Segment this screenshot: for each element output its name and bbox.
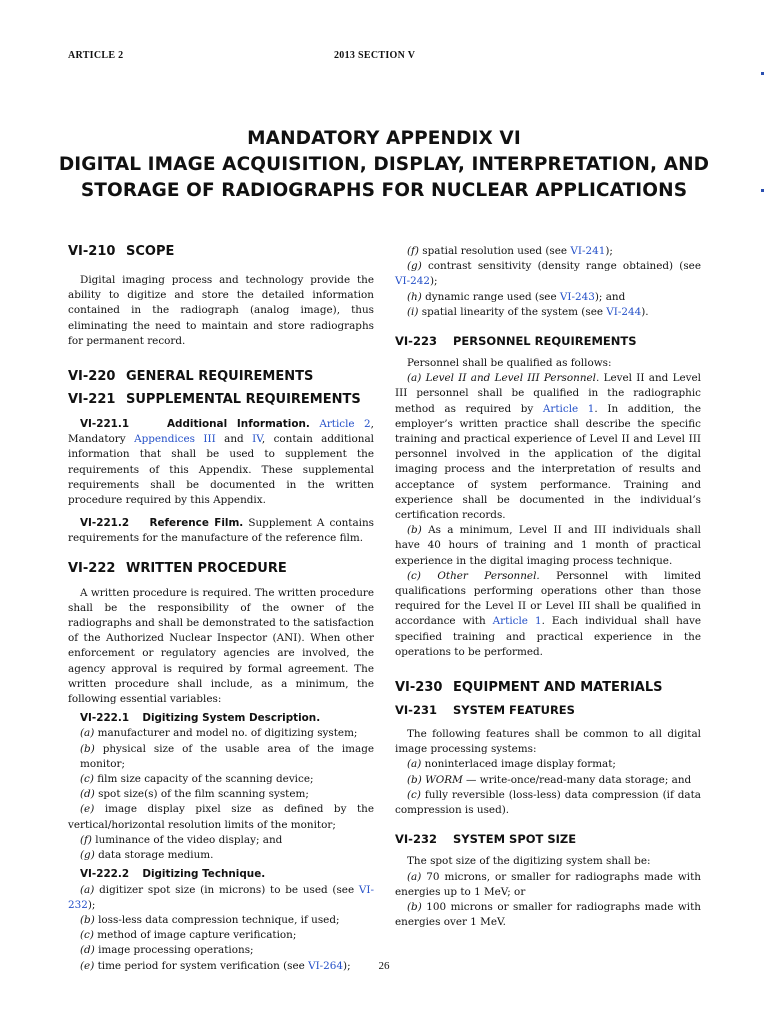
section-heading-vi-232: VI-232 SYSTEM SPOT SIZE [395,832,577,847]
section-heading-vi-230: VI-230 EQUIPMENT AND MATERIALS [395,680,663,696]
list-item: (g) data storage medium. [80,849,214,862]
list-item: (a) 70 microns, or smaller for radiographs made with energies up to 1 MeV; or [395,870,701,898]
section-heading-vi-223: VI-223 PERSONNEL REQUIREMENTS [395,334,637,349]
link-vi-241[interactable]: VI-241 [570,245,606,257]
list-item: (f) spatial resolution used (see VI-241); [407,245,613,257]
link-vi-264[interactable]: VI-264 [308,959,344,972]
system-features-intro: The following features shall be common to all digital image processing systems: [395,728,701,756]
personnel-item-c: (c) Other Personnel. Personnel with limited qualifications performing operations other than those required for the Level II or Level III shall be qualified in accordance with Article 1. Each individual shall have specified training and practical experience in the operations to be performed. [395,569,701,658]
subheading-vi-222-1: VI-222.1 Digitizing System Description. [80,712,321,725]
link-vi-242[interactable]: VI-242 [395,275,430,288]
list-item: (b) physical size of the usable area of the image monitor; [80,742,374,770]
link-vi-243[interactable]: VI-243 [559,290,595,303]
list-item: (d) image processing operations; [80,944,254,957]
left-column [68,244,374,974]
link-appendices-iii[interactable]: Appendices III [134,433,216,446]
margin-mark [761,72,764,75]
section-heading-vi-231: VI-231 SYSTEM FEATURES [395,703,575,718]
link-article-1[interactable]: Article 1 [492,615,542,628]
list-item: (a) manufacturer and model no. of digitizing system; [80,727,358,740]
list-item: (c) film size capacity of the scanning device; [80,773,314,786]
list-item: (b) 100 microns or smaller for radiographs made with energies over 1 MeV. [395,900,701,929]
subheading-vi-222-2: VI-222.2 Digitizing Technique. [80,868,266,881]
running-header-article: ARTICLE 2 [68,50,124,61]
list-item: (e) time period for system verification (see VI-264); [80,959,351,972]
link-appendix-iv[interactable]: IV [252,433,262,446]
link-vi-244[interactable]: VI-244 [606,305,642,318]
list-item: (g) contrast sensitivity (density range obtained) (see VI-242); [395,260,701,288]
section-heading-vi-210: VI-210 SCOPE [68,244,175,259]
personnel-item-a: (a) Level II and Level III Personnel. Level II and Level III personnel shall be qualified in the radiographic method as required by Article 1. In addition, the employer’s written practice shall describe the specific training and practical experience of Level II and Level III personnel involved in the application of the digital imaging process and the interpretation of results and acceptance of system performance. Training and experience shall be documented in the individual’s certification records. [395,372,701,522]
section-heading-vi-221: VI-221 SUPPLEMENTAL REQUIREMENTS [68,392,361,408]
paragraph-vi-221-2: VI-221.2 Reference Film. Supplement A contains requirements for the manufacture of the reference film. [68,517,374,545]
list-item: (h) dynamic range used (see VI-243); and [407,290,626,303]
list-item: (d) spot size(s) of the film scanning system; [80,788,309,801]
right-column [395,244,701,930]
scope-paragraph: Digital imaging process and technology provide the ability to digitize and store the detailed information contained in the radiograph (analog image), thus eliminating the need to maintain and store radiographs for permanent record. [68,274,374,347]
list-item: (i) spatial linearity of the system (see VI-244). [407,305,649,318]
appendix-title-line: STORAGE OF RADIOGRAPHS FOR NUCLEAR APPLICATIONS [80,180,688,201]
list-item: (b) loss-less data compression technique, if used; [80,913,340,926]
appendix-title-line: DIGITAL IMAGE ACQUISITION, DISPLAY, INTERPRETATION, AND [58,154,710,175]
list-item: (c) method of image capture verification; [80,929,297,942]
personnel-item-b: (b) As a minimum, Level II and III individuals shall have 40 hours of training and 1 month of practical experience in the digital imaging process technique. [395,524,701,567]
appendix-title-line: MANDATORY APPENDIX VI [247,128,521,149]
list-item: (e) image display pixel size as defined by the vertical/horizontal resolution limits of the monitor; [68,803,374,831]
page-number: 26 [378,960,390,972]
link-article-2[interactable]: Article 2 [319,418,371,431]
running-header-section: 2013 SECTION V [334,50,416,61]
list-item: (c) fully reversible (loss-less) data compression (if data compression is used). [395,788,701,817]
list-item: (a) digitizer spot size (in microns) to be used (see VI-232); [68,883,374,911]
spot-size-intro: The spot size of the digitizing system shall be: [407,855,651,868]
link-article-1[interactable]: Article 1 [542,402,595,415]
link-vi-232[interactable]: VI-232 [68,883,374,911]
list-item: (a) noninterlaced image display format; [407,758,616,771]
paragraph-vi-221-1: VI-221.1 Additional Information. Article 2, Mandatory Appendices III and IV, contain additional information that shall be used to supplement the requirements of this Appendix. These supplemental requirements shall be documented in the written procedure required by this Appendix. [68,418,374,507]
personnel-intro: Personnel shall be qualified as follows: [407,357,612,370]
margin-mark [761,189,764,192]
appendix-title [40,126,728,204]
list-item: (b) WORM — write-once/read-many data storage; and [407,773,692,786]
written-procedure-paragraph: A written procedure is required. The written procedure shall be the responsibility of the owner of the radiographs and shall be demonstrated to the satisfaction of the Authorized Nuclear Inspector (ANI). When other enforcement or regulatory agencies are involved, the agency approval is required by formal agreement. The written procedure shall include, as a minimum, the following essential variables: [68,586,374,706]
section-heading-vi-222: VI-222 WRITTEN PROCEDURE [68,560,287,576]
list-item: (f) luminance of the video display; and [80,833,283,846]
section-heading-vi-220: VI-220 GENERAL REQUIREMENTS [68,369,314,385]
